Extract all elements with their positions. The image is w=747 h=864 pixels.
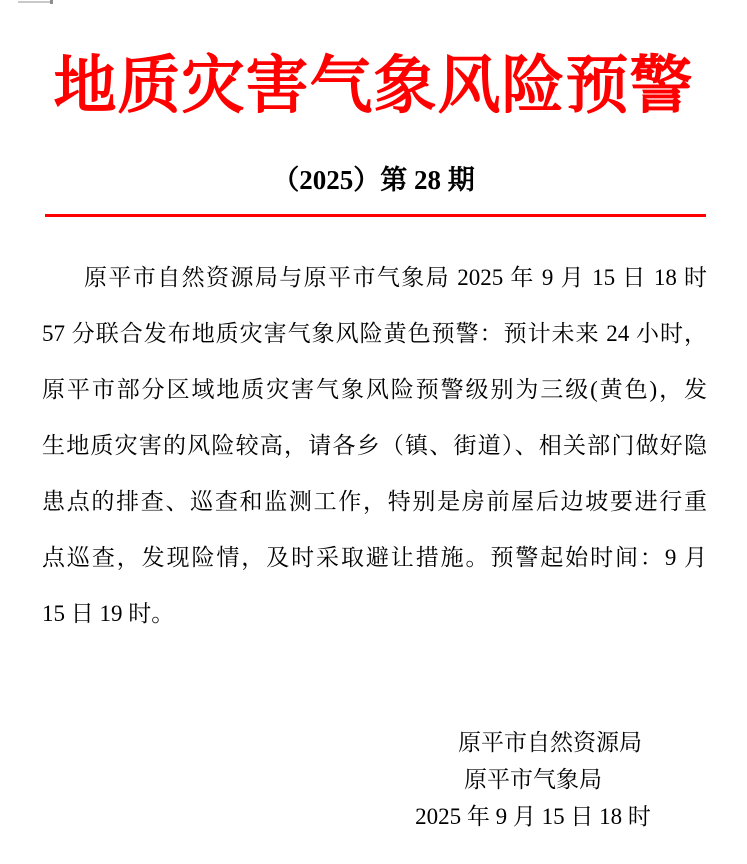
body-line: 患点的排查、巡查和监测工作，特别是房前屋后边坡要进行重: [42, 489, 707, 514]
body-line: 生地质灾害的风险较高，请各乡（镇、街道）、相关部门做好隐: [42, 433, 707, 458]
issuer-natural-resources-bureau: 原平市自然资源局: [458, 730, 642, 755]
scrollbar-artifact-tip: [50, 0, 53, 4]
issue-datetime: 2025 年 9 月 15 日 18 时: [415, 804, 651, 829]
scrollbar-artifact: [18, 1, 51, 3]
warning-body: [42, 250, 707, 642]
issue-number: （2025）第 28 期: [272, 165, 475, 195]
document-title: 地质灾害气象风险预警: [53, 51, 694, 121]
body-line: 原平市自然资源局与原平市气象局 2025 年 9 月 15 日 18 时: [84, 265, 707, 290]
body-line: 原平市部分区域地质灾害气象风险预警级别为三级(黄色)，发: [42, 377, 707, 402]
body-line: 点巡查，发现险情，及时采取避让措施。预警起始时间：9 月: [42, 545, 707, 570]
issuer-meteorological-bureau: 原平市气象局: [464, 767, 602, 792]
red-divider-rule: [45, 214, 706, 217]
body-line: 15 日 19 时。: [42, 601, 175, 626]
signature-block: [413, 724, 653, 835]
body-line: 57 分联合发布地质灾害气象风险黄色预警：预计未来 24 小时，: [42, 321, 707, 346]
